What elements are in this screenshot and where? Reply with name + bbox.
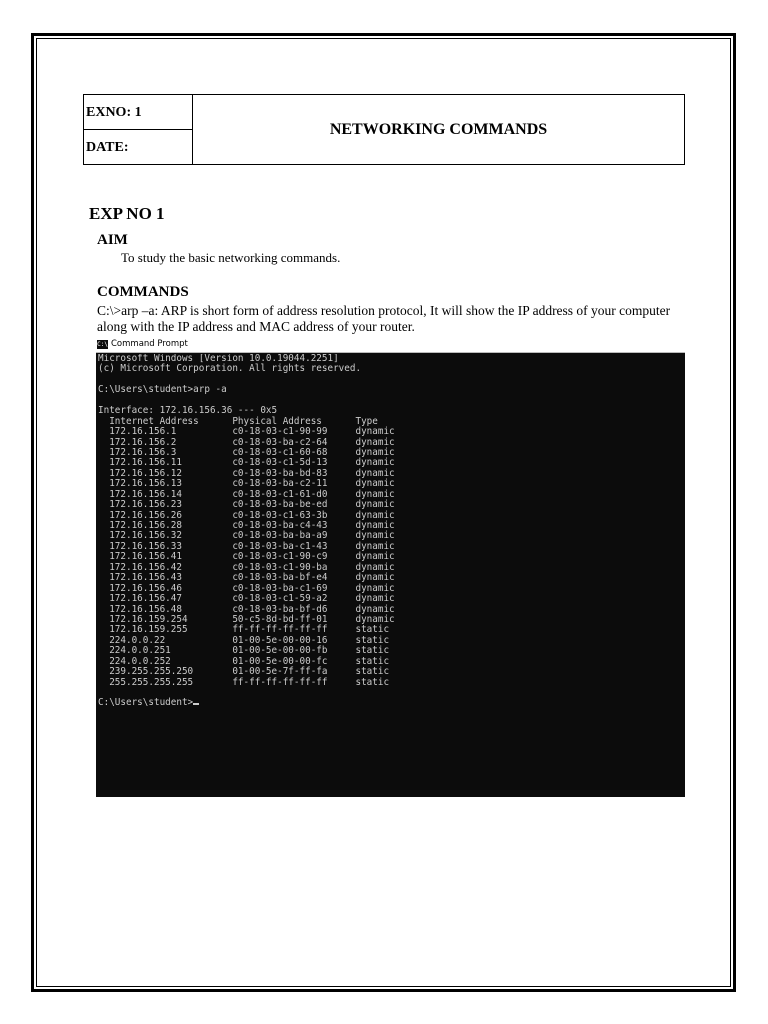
terminal-line: 224.0.0.251 01-00-5e-00-00-fb static: [98, 645, 390, 657]
terminal-line: 172.16.156.23 c0-18-03-ba-be-ed dynamic: [98, 499, 395, 511]
terminal-output: [98, 354, 683, 794]
terminal-line: Microsoft Windows [Version 10.0.19044.2251]: [98, 354, 339, 364]
terminal-line: 172.16.159.254 50-c5-8d-bd-ff-01 dynamic: [98, 613, 395, 625]
terminal-line: Internet Address Physical Address Type: [98, 415, 378, 427]
commands-description: C:\>arp –a: ARP is short form of address resolution protocol, It will show the IP address of your computer along with the IP address and MAC address of your router.: [97, 303, 671, 334]
terminal-line: 172.16.156.26 c0-18-03-c1-63-3b dynamic: [98, 509, 395, 521]
terminal-line: 172.16.159.255 ff-ff-ff-ff-ff-ff static: [98, 624, 390, 636]
date-label: DATE:: [86, 140, 129, 155]
terminal-line: 172.16.156.43 c0-18-03-ba-bf-e4 dynamic: [98, 572, 395, 584]
terminal-line: 172.16.156.2 c0-18-03-ba-c2-64 dynamic: [98, 436, 395, 448]
terminal-line: 172.16.156.48 c0-18-03-ba-bf-d6 dynamic: [98, 603, 395, 615]
experiment-title: EXP NO 1: [89, 204, 165, 223]
terminal-line: 172.16.156.3 c0-18-03-c1-60-68 dynamic: [98, 446, 395, 458]
terminal-line: 172.16.156.28 c0-18-03-ba-c4-43 dynamic: [98, 520, 395, 531]
terminal-line: 224.0.0.252 01-00-5e-00-00-fc static: [98, 655, 390, 667]
terminal-line: 172.16.156.14 c0-18-03-c1-61-d0 dynamic: [98, 488, 395, 500]
aim-heading: AIM: [97, 232, 128, 248]
text-cursor: [193, 703, 199, 705]
terminal-line: 239.255.255.250 01-00-5e-7f-ff-fa static: [98, 666, 390, 678]
terminal-line: 172.16.156.46 c0-18-03-ba-c1-69 dynamic: [98, 582, 395, 594]
document-title: NETWORKING COMMANDS: [329, 120, 548, 138]
terminal-line: 172.16.156.11 c0-18-03-c1-5d-13 dynamic: [98, 457, 395, 469]
terminal-line: 172.16.156.33 c0-18-03-ba-c1-43 dynamic: [98, 540, 395, 552]
terminal-line: 172.16.156.1 c0-18-03-c1-90-99 dynamic: [98, 426, 395, 438]
terminal-line: 172.16.156.12 c0-18-03-ba-bd-83 dynamic: [98, 467, 395, 479]
header-table: [83, 94, 685, 165]
terminal-line: 172.16.156.13 c0-18-03-ba-c2-11 dynamic: [98, 478, 395, 490]
terminal-icon: C:\: [97, 341, 108, 348]
terminal-line: C:\Users\student>arp -a: [98, 384, 227, 396]
commands-heading: COMMANDS: [97, 284, 189, 300]
terminal-line: (c) Microsoft Corporation. All rights reserved.: [98, 363, 362, 375]
header-left-column: [84, 95, 193, 164]
terminal-line: 172.16.156.32 c0-18-03-ba-ba-a9 dynamic: [98, 530, 395, 542]
command-prompt-titlebar: [96, 337, 685, 353]
terminal-line: 224.0.0.22 01-00-5e-00-00-16 static: [98, 634, 390, 646]
exno-label: EXNO: 1: [84, 95, 192, 130]
terminal-line: 255.255.255.255 ff-ff-ff-ff-ff-ff static: [98, 676, 390, 688]
terminal-line: 172.16.156.47 c0-18-03-c1-59-a2 dynamic: [98, 593, 395, 605]
command-prompt-screenshot: [96, 337, 685, 797]
terminal-line: 172.16.156.42 c0-18-03-c1-90-ba dynamic: [98, 561, 395, 573]
command-prompt-title: Command Prompt: [111, 339, 188, 349]
terminal-line: 172.16.156.41 c0-18-03-c1-90-c9 dynamic: [98, 551, 395, 563]
terminal-prompt-line: C:\Users\student>: [98, 698, 683, 708]
terminal-line: Interface: 172.16.156.36 --- 0x5: [98, 405, 278, 417]
aim-text: To study the basic networking commands.: [121, 250, 341, 265]
